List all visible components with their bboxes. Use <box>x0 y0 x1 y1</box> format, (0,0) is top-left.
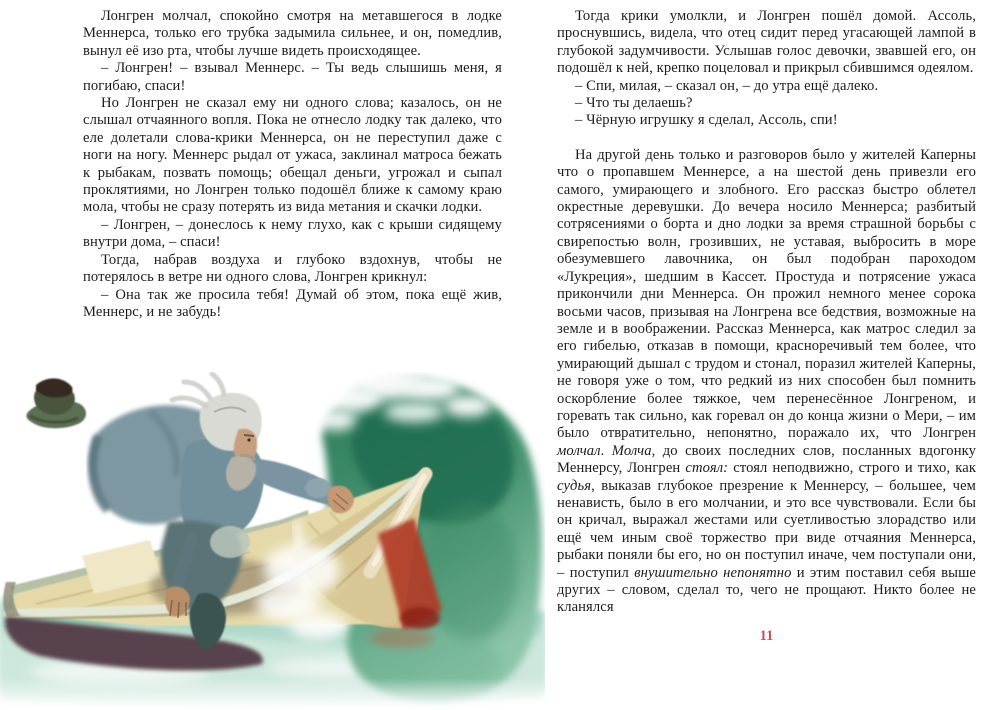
left-page-text <box>83 8 502 321</box>
paragraph: Лонгрен молчал, спокойно смотря на метавшегося в лодке Меннерса, только его трубка задымила сильнее, и он, помедлив, вынул её изо рта, чтобы лучше видеть происходящее. <box>83 8 502 59</box>
right-page-section-1 <box>557 8 976 130</box>
paragraph: – Что ты делаешь? <box>575 95 693 112</box>
right-page-text <box>557 8 976 617</box>
section-break <box>557 130 976 147</box>
paragraph: На другой день только и разговоров было у жителей Каперны что о пропавшем Меннерсе, а на шестой день привезли его самого, умирающего и злобного. Его рассказ быстро облетел окрестные деревушки. До вечера носило Меннерса; разбитый сотрясениями о борта и дно лодки за время страшной борьбы с свирепостью волн, грозивших, не уставая, выбросить в море обезумевшего лавочника, он был подобран пароходом «Лукреция», шедшим в Кассет. Простуда и потрясение ужаса прикончили дни Меннерса. Он прожил немного менее сорока восьми часов, призывая на Лонгрена все бедствия, возможные на земле и в воображении. Рассказ Меннерса, как матрос следил за его гибелью, отказав в помощи, красноречивый тем более, что умирающий дышал с трудом и стонал, поразил жителей Каперны, не говоря уже о том, что редкий из них способен был помнить оскорбление более тяжкое, чем перенесённое Лонгреном, и горевать так сильно, как горевал он до конца жизни о Мери, – им было отвратительно, непонятно, поражало их, что Лонгрен молчал. Молча, до своих последних слов, посланных вдогонку Меннерсу, Лонгрен стоял: стоял неподвижно, строго и тихо, как судья, выказав глубокое презрение к Меннерсу, – большее, чем ненависть, было в его молчании, и это все чувствовали. Если бы он кричал, выражал жестами или суетливостью злорадство или ещё чем иным своё торжество при виде отчаяния Меннерса, рыбаки поняли бы его, но он поступил иначе, чем поступали они, – поступил внушительно непонятно и этим поставил себя выше других – словом, сделал то, чего не прощают. Никто более не кланялся <box>557 146 977 616</box>
right-page-section-2 <box>557 147 976 617</box>
page-number: 11 <box>759 628 774 644</box>
paragraph: – Лонгрен, – донеслось к нему глухо, как с крыши сидящему внутри дома, – спаси! <box>83 216 502 251</box>
bottom-fade <box>0 678 545 710</box>
red-wash <box>370 628 434 648</box>
paragraph: – Она так же просила тебя! Думай об этом, пока ещё жив, Меннерс, и не забудь! <box>83 286 502 320</box>
flying-hat <box>26 378 86 428</box>
paragraph: Но Лонгрен не сказал ему ни одного слова; казалось, он не слышал отчаянного вопля. Пока не отнесло лодку так далеко, что еле долетали слова-крики Меннерса, он не переступил даже с ноги на ногу. Меннерс рыдал от ужаса, заклинал матроса бежать к рыбакам, позвать помощь; обещал деньги, угрожал и сыпал проклятиями, но Лонгрен только подошёл ближе к самому краю мола, чтобы не сразу потерять из вида метания и скачки лодки. <box>83 95 502 216</box>
paragraph: – Лонгрен! – взывал Меннерс. – Ты ведь слышишь меня, я погибаю, спаси! <box>83 60 502 94</box>
paragraph: Тогда крики умолкли, и Лонгрен пошёл домой. Ассоль, проснувшись, видела, что отец сидит перед угасающей лампой в глубокой задумчивости. Услышав голос девочки, звавшей его, он подошёл к ней, крепко поцеловал и прикрыл сбившимся одеялом. <box>557 8 976 77</box>
paragraph: – Спи, милая, – сказал он, – до утра ещё далеко. <box>575 77 879 94</box>
paragraph: Тогда, набрав воздуха и глубоко вздохнув, чтобы не потерялось в ветре ни одного слова, Лонгрен крикнул: <box>83 251 502 286</box>
boat-illustration <box>0 372 545 710</box>
eye <box>247 438 250 441</box>
knee <box>210 526 250 558</box>
paragraph: – Чёрную игрушку я сделал, Ассоль, спи! <box>575 112 838 129</box>
